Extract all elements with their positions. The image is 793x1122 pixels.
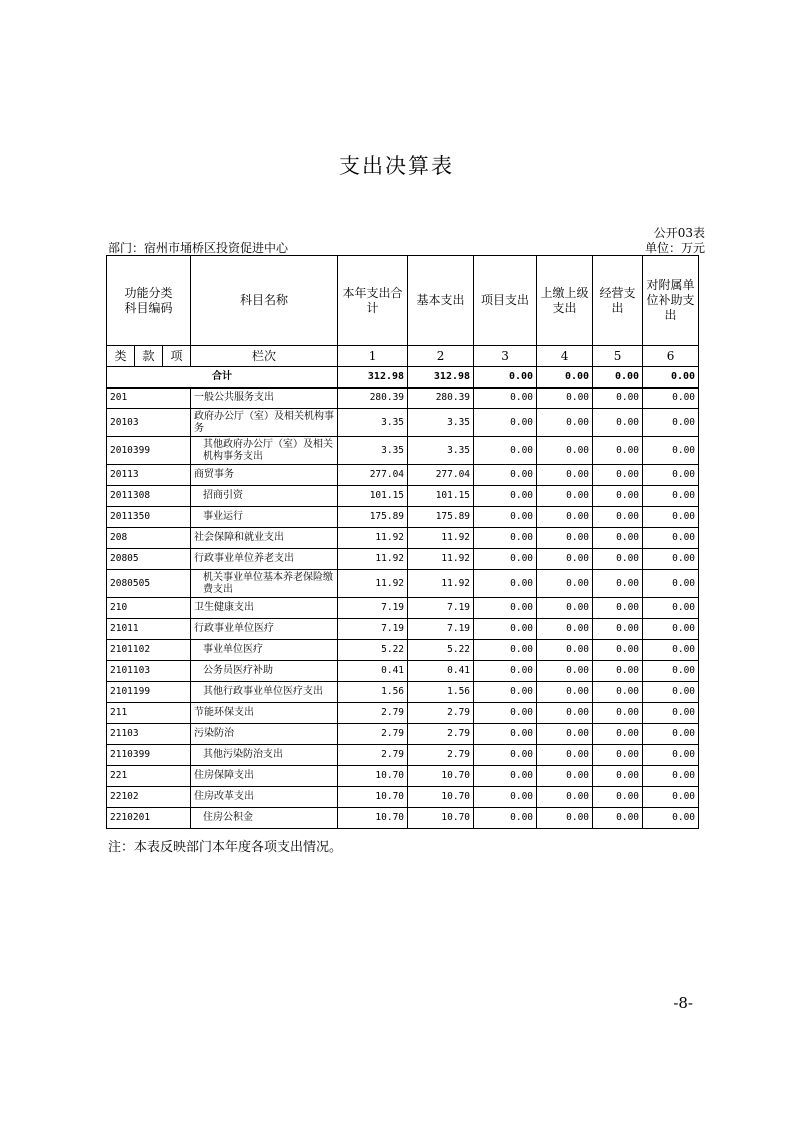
amount-cell: 175.89 [408,507,474,528]
subject-name: 事业单位医疗 [191,640,338,661]
amount-cell: 0.00 [643,661,699,682]
amount-cell: 0.00 [643,682,699,703]
amount-cell: 0.00 [593,437,643,465]
amount-cell: 0.00 [643,388,699,409]
amount-cell: 0.00 [537,787,593,808]
total-value: 312.98 [408,367,474,388]
amount-cell: 2.79 [338,745,408,766]
amount-cell: 0.00 [537,437,593,465]
amount-cell: 0.00 [593,619,643,640]
subject-name: 污染防治 [191,724,338,745]
amount-cell: 101.15 [338,486,408,507]
subject-code: 210 [107,598,191,619]
subject-code: 2110399 [107,745,191,766]
table-row [107,661,699,682]
amount-cell: 0.00 [643,724,699,745]
subject-name: 住房公积金 [191,808,338,829]
upper-expense-header: 上缴上级支出 [537,256,593,346]
amount-cell: 0.00 [537,507,593,528]
amount-cell: 0.00 [537,640,593,661]
amount-cell: 0.00 [593,598,643,619]
amount-cell: 11.92 [338,570,408,598]
amount-cell: 0.00 [474,745,537,766]
subject-name: 社会保障和就业支出 [191,528,338,549]
amount-cell: 0.00 [537,409,593,437]
amount-cell: 10.70 [408,808,474,829]
amount-cell: 0.00 [643,640,699,661]
col-num-3: 3 [474,346,537,367]
amount-cell: 0.00 [593,549,643,570]
amount-cell: 0.00 [593,528,643,549]
table-row [107,507,699,528]
amount-cell: 0.00 [593,787,643,808]
unit-label: 单位：万元 [644,241,705,255]
amount-cell: 0.00 [643,486,699,507]
amount-cell: 5.22 [408,640,474,661]
subject-code: 2011308 [107,486,191,507]
amount-cell: 0.00 [537,703,593,724]
amount-cell: 0.00 [593,724,643,745]
subsidy-expense-header: 对附属单位补助支出 [643,256,699,346]
amount-cell: 2.79 [338,724,408,745]
subject-code: 2101103 [107,661,191,682]
amount-cell: 0.00 [593,507,643,528]
amount-cell: 0.00 [474,570,537,598]
amount-cell: 0.00 [537,619,593,640]
amount-cell: 0.00 [474,703,537,724]
amount-cell: 0.00 [643,570,699,598]
amount-cell: 0.41 [408,661,474,682]
amount-cell: 0.00 [643,549,699,570]
amount-cell: 11.92 [408,528,474,549]
subject-name: 其他污染防治支出 [191,745,338,766]
table-row [107,598,699,619]
table-row [107,549,699,570]
total-value: 0.00 [537,367,593,388]
amount-cell: 3.35 [338,437,408,465]
table-row [107,682,699,703]
amount-cell: 1.56 [408,682,474,703]
subject-code: 22102 [107,787,191,808]
amount-cell: 277.04 [408,465,474,486]
amount-cell: 0.00 [474,661,537,682]
amount-cell: 0.00 [474,549,537,570]
subject-code: 221 [107,766,191,787]
col-num-5: 5 [593,346,643,367]
amount-cell: 0.00 [643,465,699,486]
amount-cell: 2.79 [408,703,474,724]
amount-cell: 0.00 [643,528,699,549]
amount-cell: 0.00 [593,682,643,703]
subject-name: 政府办公厅（室）及相关机构事务 [191,409,338,437]
xiang-header: 项 [163,346,191,367]
amount-cell: 0.00 [593,661,643,682]
amount-cell: 1.56 [338,682,408,703]
amount-cell: 0.00 [593,409,643,437]
amount-cell: 0.00 [537,808,593,829]
amount-cell: 11.92 [338,549,408,570]
amount-cell: 0.00 [537,465,593,486]
total-row [107,367,699,388]
amount-cell: 101.15 [408,486,474,507]
amount-cell: 280.39 [408,388,474,409]
amount-cell: 0.00 [537,570,593,598]
amount-cell: 0.00 [474,598,537,619]
amount-cell: 2.79 [338,703,408,724]
subject-name: 行政事业单位医疗 [191,619,338,640]
subject-name: 其他行政事业单位医疗支出 [191,682,338,703]
amount-cell: 0.00 [537,661,593,682]
table-row [107,570,699,598]
amount-cell: 0.00 [474,808,537,829]
amount-cell: 0.00 [643,507,699,528]
subject-code: 2010399 [107,437,191,465]
amount-cell: 0.00 [643,703,699,724]
amount-cell: 0.00 [593,703,643,724]
table-row [107,703,699,724]
table-body [107,367,699,829]
total-label: 合计 [107,367,338,388]
amount-cell: 0.00 [537,598,593,619]
amount-cell: 0.00 [474,619,537,640]
table-row [107,465,699,486]
amount-cell: 0.00 [537,486,593,507]
amount-cell: 0.00 [474,766,537,787]
table-note: 注：本表反映部门本年度各项支出情况。 [108,840,343,855]
amount-cell: 0.00 [537,766,593,787]
form-number: 公开03表 [653,226,705,240]
amount-cell: 0.00 [643,787,699,808]
amount-cell: 10.70 [408,787,474,808]
amount-cell: 0.00 [643,766,699,787]
lei-header: 类 [107,346,135,367]
subject-code: 20113 [107,465,191,486]
table-row [107,528,699,549]
amount-cell: 0.00 [474,409,537,437]
subject-code: 21103 [107,724,191,745]
subject-code: 20103 [107,409,191,437]
table-row [107,724,699,745]
total-value: 0.00 [474,367,537,388]
subject-code: 208 [107,528,191,549]
kuan-header: 款 [135,346,163,367]
amount-cell: 10.70 [338,808,408,829]
subject-code: 201 [107,388,191,409]
page-title: 支出决算表 [339,154,454,178]
amount-cell: 10.70 [338,766,408,787]
amount-cell: 0.00 [474,486,537,507]
total-value: 312.98 [338,367,408,388]
amount-cell: 0.00 [474,724,537,745]
amount-cell: 0.00 [643,409,699,437]
subject-name: 住房改革支出 [191,787,338,808]
table-row [107,409,699,437]
project-expense-header: 项目支出 [474,256,537,346]
table-row [107,388,699,409]
total-expense-header: 本年支出合计 [338,256,408,346]
subject-name: 事业运行 [191,507,338,528]
table-row [107,766,699,787]
subject-name: 公务员医疗补助 [191,661,338,682]
table-row [107,640,699,661]
column-index-label: 栏次 [191,346,338,367]
amount-cell: 7.19 [408,598,474,619]
amount-cell: 0.00 [643,598,699,619]
func-code-header: 功能分类 科目编码 [107,256,191,346]
subject-name: 招商引资 [191,486,338,507]
amount-cell: 0.00 [474,507,537,528]
table-row [107,745,699,766]
amount-cell: 0.00 [593,808,643,829]
amount-cell: 0.00 [474,640,537,661]
amount-cell: 175.89 [338,507,408,528]
business-expense-header: 经营支出 [593,256,643,346]
amount-cell: 7.19 [408,619,474,640]
amount-cell: 11.92 [408,549,474,570]
col-num-6: 6 [643,346,699,367]
amount-cell: 3.35 [338,409,408,437]
subject-name: 卫生健康支出 [191,598,338,619]
subject-name: 行政事业单位养老支出 [191,549,338,570]
amount-cell: 0.00 [593,388,643,409]
amount-cell: 0.00 [537,388,593,409]
col-num-4: 4 [537,346,593,367]
amount-cell: 277.04 [338,465,408,486]
amount-cell: 280.39 [338,388,408,409]
col-num-1: 1 [338,346,408,367]
amount-cell: 0.00 [537,745,593,766]
subject-name: 节能环保支出 [191,703,338,724]
amount-cell: 0.41 [338,661,408,682]
page-number: -8- [673,994,693,1012]
amount-cell: 0.00 [474,682,537,703]
basic-expense-header: 基本支出 [408,256,474,346]
subject-name: 住房保障支出 [191,766,338,787]
amount-cell: 7.19 [338,619,408,640]
amount-cell: 2.79 [408,745,474,766]
amount-cell: 0.00 [474,437,537,465]
amount-cell: 0.00 [593,486,643,507]
amount-cell: 0.00 [643,619,699,640]
subject-code: 2011350 [107,507,191,528]
amount-cell: 11.92 [338,528,408,549]
table-row [107,619,699,640]
amount-cell: 10.70 [338,787,408,808]
expense-table [106,255,699,829]
amount-cell: 0.00 [643,808,699,829]
amount-cell: 0.00 [593,640,643,661]
amount-cell: 10.70 [408,766,474,787]
amount-cell: 0.00 [593,766,643,787]
amount-cell: 7.19 [338,598,408,619]
amount-cell: 0.00 [643,745,699,766]
amount-cell: 3.35 [408,409,474,437]
table-row [107,486,699,507]
subject-code: 2210201 [107,808,191,829]
amount-cell: 0.00 [474,528,537,549]
amount-cell: 11.92 [408,570,474,598]
amount-cell: 0.00 [537,682,593,703]
subject-code: 2080505 [107,570,191,598]
amount-cell: 0.00 [474,388,537,409]
amount-cell: 0.00 [593,745,643,766]
subject-code: 21011 [107,619,191,640]
table-row [107,808,699,829]
subject-name: 商贸事务 [191,465,338,486]
subject-code: 211 [107,703,191,724]
amount-cell: 0.00 [474,465,537,486]
amount-cell: 0.00 [537,724,593,745]
subject-code: 20805 [107,549,191,570]
subject-name-header: 科目名称 [191,256,338,346]
subject-code: 2101199 [107,682,191,703]
subject-name: 其他政府办公厅（室）及相关机构事务支出 [191,437,338,465]
department-label: 部门：宿州市埇桥区投资促进中心 [108,241,289,255]
amount-cell: 0.00 [593,465,643,486]
total-value: 0.00 [593,367,643,388]
amount-cell: 0.00 [593,570,643,598]
table-row [107,437,699,465]
amount-cell: 0.00 [537,528,593,549]
total-value: 0.00 [643,367,699,388]
amount-cell: 3.35 [408,437,474,465]
amount-cell: 0.00 [643,437,699,465]
subject-name: 一般公共服务支出 [191,388,338,409]
amount-cell: 5.22 [338,640,408,661]
col-num-2: 2 [408,346,474,367]
amount-cell: 2.79 [408,724,474,745]
subject-code: 2101102 [107,640,191,661]
subject-name: 机关事业单位基本养老保险缴费支出 [191,570,338,598]
table-row [107,787,699,808]
amount-cell: 0.00 [474,787,537,808]
amount-cell: 0.00 [537,549,593,570]
